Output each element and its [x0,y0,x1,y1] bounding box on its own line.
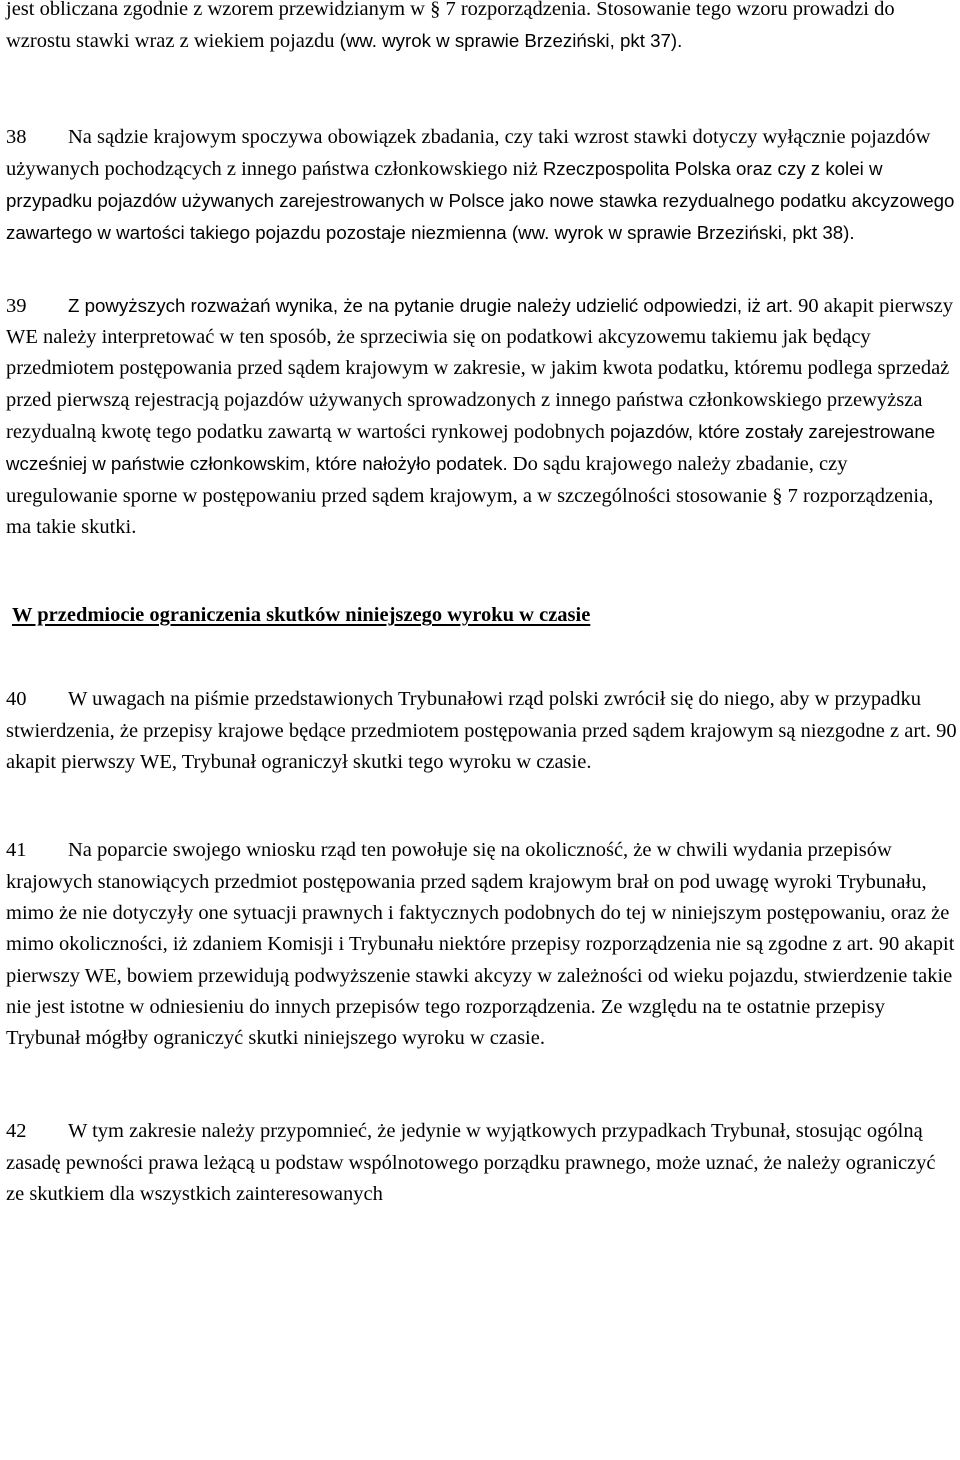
paragraph-37-citation: (ww. wyrok w sprawie Brzeziński, pkt 37). [339,30,683,52]
paragraph-39-text-b: Do sądu krajowego należy zbadanie, czy uregulowanie sporne w postępowaniu przed sądem krajowym, a w szczególności stosowanie [6,453,848,507]
spacer [6,1054,958,1116]
paragraph-39-text-sans: Z powyższych rozważań wynika, że na pytanie drugie należy udzielić odpowiedzi, iż art. [68,294,794,316]
spacer [6,631,958,684]
section-heading: W przedmiocie ograniczenia skutków niniejszego wyroku w czasie [12,604,591,627]
paragraph-37-text-b: 7 rozporządzenia. Stosowanie tego wzoru prowadzi do wzrostu stawki wraz z wiekiem pojazdu [6,0,895,53]
paragraph-number: 42 [6,1120,27,1143]
spacer [6,778,958,835]
paragraph-37-text-a: jest obliczana zgodnie z wzorem przewidzianym w [6,0,431,20]
paragraph-39 [6,290,958,543]
spacer [6,543,958,600]
paragraph-38-text-sans: Rzeczpospolita Polska oraz czy z kolei w przypadku pojazdów używanych zarejestrowanych w Polsce jako nowe stawka rezydualnego podatku akcyzowego zawartego w wartości takiego pojazdu pozostaje niezmienna (ww. wyrok w sprawie Brzeziński, pkt 38). [6,157,955,244]
spacer [6,250,958,290]
paragraph-number: 38 [6,125,27,148]
paragraph-37-tail [6,0,958,58]
document-page [6,0,958,1210]
paragraph-40-text: W uwagach na piśmie przedstawionych Trybunałowi rząd polski zwrócił się do niego, aby w przypadku stwierdzenia, że przepisy krajowe będące przedmiotem postępowania przed sądem krajowym są niezgodne z art. 90 akapit pierwszy WE, Trybunał ograniczył skutki tego wyroku w czasie. [6,688,957,774]
spacer [6,58,958,122]
section-sign: § [772,484,783,507]
paragraph-number: 41 [6,839,27,862]
paragraph-41 [6,835,958,1054]
paragraph-42-text: W tym zakresie należy przypomnieć, że jedynie w wyjątkowych przypadkach Trybunał, stosując ogólną zasadę pewności prawa leżącą u podstaw wspólnotowego porządku prawnego, może uznać, że należy ograniczyć ze skutkiem dla wszystkich zainteresowanych [6,1120,936,1206]
section-sign: § [430,0,441,20]
paragraph-39-text-c: 7 rozporządzenia, ma takie skutki. [6,484,934,538]
paragraph-39-text-sans-b: pojazdów, które zostały zarejestrowane wcześniej w państwie członkowskim, które nałożyło podatek. [6,420,936,475]
paragraph-40 [6,684,958,778]
paragraph-39-text-a: 90 akapit pierwszy WE należy interpretować w ten sposób, że sprzeciwia się on podatkowi akcyzowemu takiemu jak będący przedmiotem postępowania przed sądem krajowym w zakresie, w jakim kwota podatku, któremu podlega sprzedaż przed pierwszą rejestracją pojazdów używanych sprowadzonych z innego państwa członkowskiego przewyższa rezydualną kwotę tego podatku zawartą w wartości rynkowej podobnych [6,294,953,443]
paragraph-number: 40 [6,688,27,711]
paragraph-41-text: Na poparcie swojego wniosku rząd ten powołuje się na okoliczność, że w chwili wydania przepisów krajowych stanowiących przedmiot postępowania przed sądem krajowym brał on pod uwagę wyroki Trybunału, mimo że nie dotyczyły one sytuacji prawnych i faktycznych podobnych do tej w niniejszym postępowaniu, oraz że mimo okoliczności, iż zdaniem Komisji i Trybunału niektóre przepisy rozporządzenia nie są zgodne z art. 90 akapit pierwszy WE, bowiem przewidują podwyższenie stawki akcyzy w zależności od wieku pojazdu, stwierdzenie takie nie jest istotne w odniesieniu do innych przepisów tego rozporządzenia. Ze względu na te ostatnie przepisy Trybunał mógłby ograniczyć skutki niniejszego wyroku w czasie. [6,839,955,1050]
paragraph-42 [6,1116,958,1210]
paragraph-number: 39 [6,294,27,317]
paragraph-38 [6,122,958,250]
paragraph-38-text: Na sądzie krajowym spoczywa obowiązek zbadania, czy taki wzrost stawki dotyczy wyłącznie pojazdów używanych pochodzących z innego państwa członkowskiego niż [6,125,931,180]
